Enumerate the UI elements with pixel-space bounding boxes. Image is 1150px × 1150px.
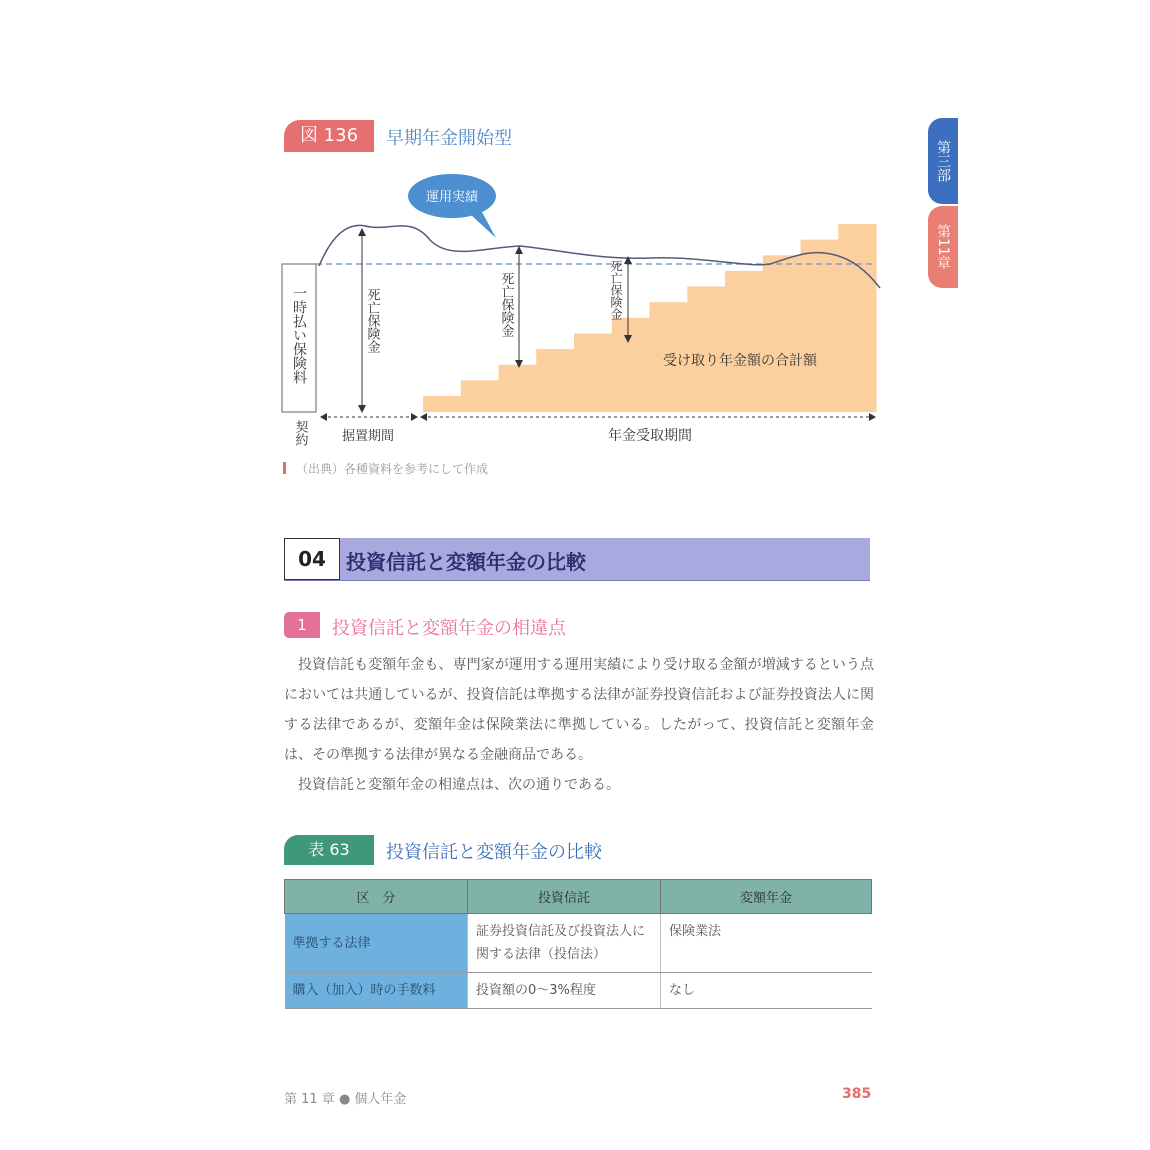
section-title: 投資信託と変額年金の比較: [346, 550, 586, 574]
table-header-row: [285, 880, 872, 914]
paragraph: 投資信託と変額年金の相違点は、次の通りである。: [298, 777, 620, 793]
annuity-bars: [423, 224, 877, 412]
figure-source: [283, 460, 488, 477]
annuity-bar: [725, 271, 763, 412]
annuity-bar: [536, 349, 574, 412]
table-cell: 証券投資信託及び投資法人に関する法律（投信法）: [468, 914, 661, 973]
side-tab-chapter[interactable]: 第11章: [928, 206, 958, 288]
annuity-bar: [801, 240, 839, 412]
total-label: 受け取り年金額の合計額: [663, 353, 817, 369]
figure-title: 早期年金開始型: [386, 128, 512, 149]
source-text: （出典）各種資料を参考にして作成: [296, 462, 489, 476]
annuity-bar: [763, 255, 801, 412]
table-cell: 投資額の0〜3%程度: [468, 973, 661, 1009]
table-row: [285, 914, 872, 973]
figure-badge: 図 136: [284, 120, 374, 152]
side-tab-part[interactable]: 第三部: [928, 118, 958, 204]
table-title: 投資信託と変額年金の比較: [386, 842, 602, 863]
annuity-bar: [574, 334, 612, 413]
death-label-1: 死亡保険金: [364, 288, 380, 353]
annuity-bar: [687, 287, 725, 413]
body-text: [284, 650, 874, 800]
row-label: 準拠する法律: [285, 914, 468, 973]
header-investment-trust: 投資信託: [468, 880, 661, 914]
table-row: [285, 973, 872, 1009]
performance-bubble: [408, 174, 496, 238]
footer-chapter: 第 11 章 ● 個人年金: [284, 1092, 407, 1107]
paragraph: 投資信託も変額年金も、専門家が運用する運用実績により受け取る金額が増減するという点においては共通しているが、投資信託は準拠する法律が証券投資信託および証券投資法人に関する法律であるが、変額年金は保険業法に準拠している。したがって、投資信託と変額年金は、その準拠する法律が異なる金融商品である。: [284, 657, 874, 763]
payout-label: 年金受取期間: [608, 428, 692, 444]
section-number: 04: [284, 538, 340, 580]
subsection-title: 投資信託と変額年金の相違点: [332, 618, 566, 639]
table-cell: なし: [661, 973, 872, 1009]
header-variable-annuity: 変額年金: [661, 880, 872, 914]
row-label: 購入（加入）時の手数料: [285, 973, 468, 1009]
source-bar: [283, 462, 286, 474]
table-cell: 保険業法: [661, 914, 872, 973]
death-label-3: 死亡保険金: [609, 260, 623, 320]
table-badge: 表 63: [284, 835, 374, 865]
page-number: 385: [842, 1086, 872, 1102]
annuity-bar: [499, 365, 537, 412]
subsection-badge: 1: [284, 612, 320, 638]
annuity-bar: [423, 396, 461, 412]
premium-label: 一時払い保険料: [291, 286, 307, 384]
bubble-label: 運用実績: [425, 190, 479, 205]
annuity-bar: [461, 380, 499, 412]
annuity-bar: [838, 224, 876, 412]
annuity-bar: [612, 318, 650, 412]
annuity-chart: [270, 160, 890, 450]
comparison-table: [284, 879, 872, 1009]
deferral-label: 据置期間: [341, 429, 395, 444]
header-category: 区 分: [285, 880, 468, 914]
contract-label: 契約: [292, 420, 308, 446]
death-label-2: 死亡保険金: [498, 272, 514, 337]
